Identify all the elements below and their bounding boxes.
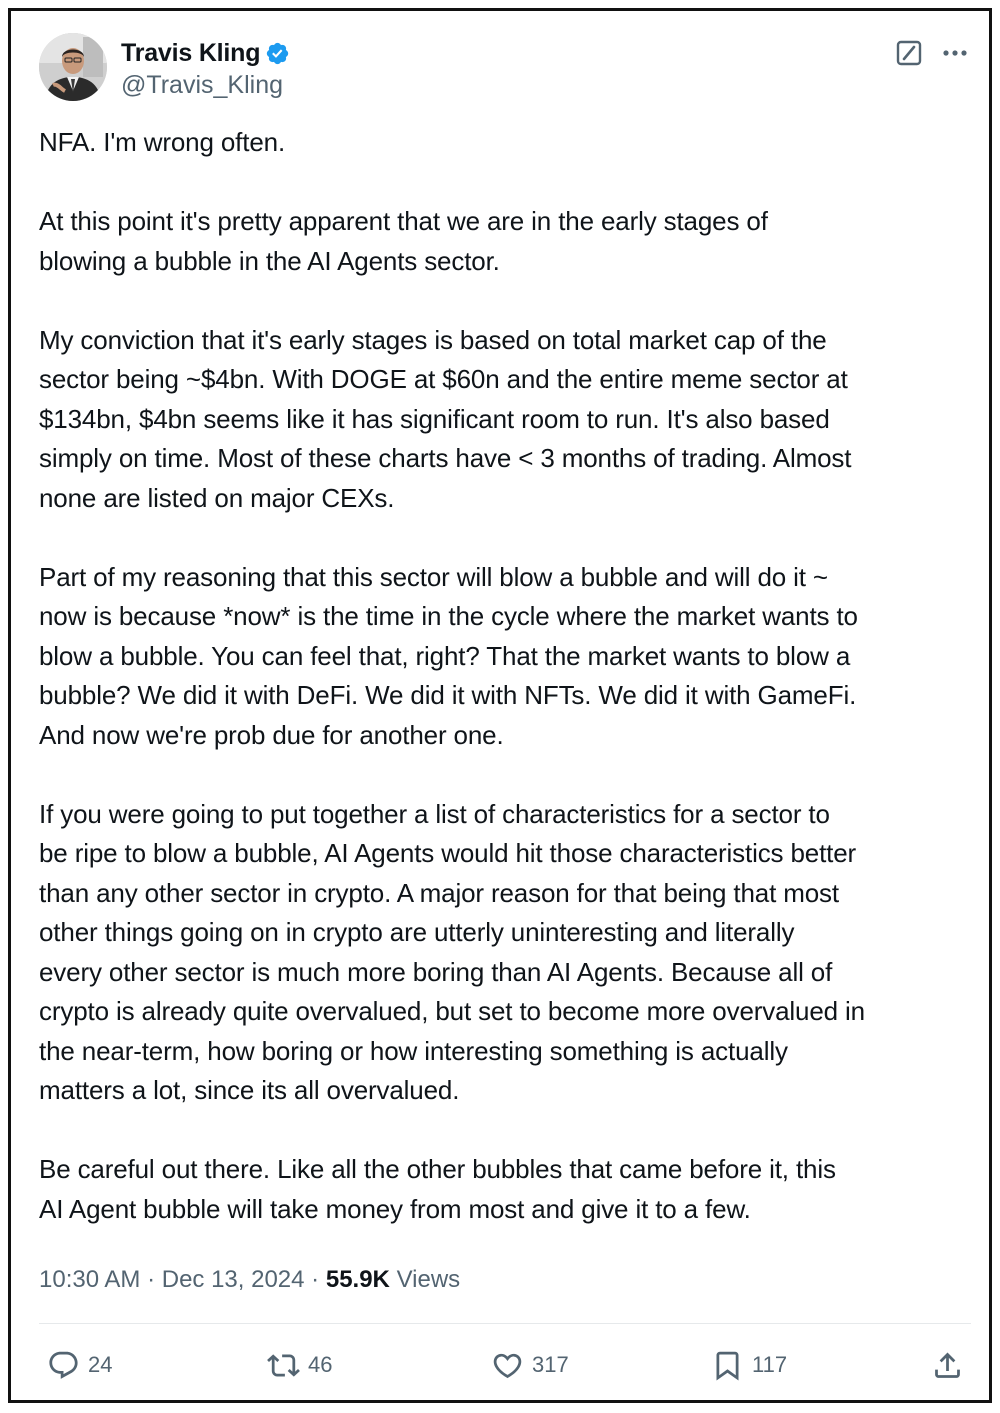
avatar-image	[39, 33, 107, 101]
meta-separator: ·	[304, 1266, 326, 1293]
author-names	[121, 37, 290, 100]
tweet-meta	[39, 1266, 460, 1294]
tweet-date[interactable]: Dec 13, 2024	[161, 1266, 305, 1293]
more-icon[interactable]	[941, 39, 969, 67]
tweet-card	[8, 8, 992, 1403]
tweet-header	[39, 33, 969, 105]
avatar[interactable]	[39, 33, 107, 101]
reply-count: 24	[88, 1352, 113, 1377]
tweet-paragraph: If you were going to put together a list of characteristics for a sector to be ripe to blow a bubble, AI Agents would hit those characteristics better than any other sector in crypto. A major reason for that being that most other things going on in crypto are utterly uninteresting and literally every other sector is much more boring than AI Agents. Because all of crypto is already quite overvalued, but set to become more overvalued in the near-term, how boring or how interesting something is actually matters a lot, since its all overvalued.	[39, 798, 865, 1105]
repost-count: 46	[308, 1352, 333, 1377]
reply-icon	[47, 1349, 80, 1382]
divider	[39, 1323, 971, 1324]
grok-icon[interactable]	[895, 39, 923, 67]
views-count: 55.9K	[325, 1266, 390, 1293]
bookmark-icon	[711, 1349, 744, 1382]
share-button[interactable]	[931, 1343, 964, 1387]
tweet-text	[39, 123, 979, 1229]
header-actions	[895, 39, 969, 67]
meta-separator: ·	[140, 1266, 162, 1293]
like-count: 317	[532, 1352, 569, 1377]
reply-button[interactable]	[47, 1343, 112, 1387]
tweet-paragraph: NFA. I'm wrong often.	[39, 127, 286, 157]
tweet-paragraph: My conviction that it's early stages is based on total market cap of the sector being ~$4bn. With DOGE at $60n and the entire meme sector at $134bn, $4bn seems like it has significant room to run. It's also based simply on time. Most of these charts have < 3 months of trading. Almost none are listed on major CEXs.	[39, 324, 852, 513]
bookmark-button[interactable]	[711, 1343, 787, 1387]
share-icon	[931, 1349, 964, 1382]
tweet-paragraph: Part of my reasoning that this sector will blow a bubble and will do it ~ now is because *now* is the time in the cycle where the market wants to blow a bubble. You can feel that, right? That the market wants to blow a bubble? We did it with DeFi. We did it with NFTs. We did it with GameFi. And now we're prob due for another one.	[39, 561, 858, 750]
bookmark-count: 117	[752, 1352, 788, 1377]
verified-badge-icon[interactable]	[265, 41, 290, 66]
repost-button[interactable]	[267, 1343, 332, 1387]
tweet-paragraph: Be careful out there. Like all the other bubbles that came before it, this AI Agent bubble will take money from most and give it to a few.	[39, 1154, 836, 1224]
like-button[interactable]	[491, 1343, 569, 1387]
tweet-paragraph: At this point it's pretty apparent that we are in the early stages of blowing a bubble in the AI Agents sector.	[39, 206, 768, 276]
display-name-row	[121, 37, 290, 69]
heart-icon	[491, 1349, 524, 1382]
author-handle[interactable]: @Travis_Kling	[121, 71, 283, 99]
views-label: Views	[396, 1266, 461, 1293]
tweet-time[interactable]: 10:30 AM	[39, 1266, 141, 1293]
action-bar	[39, 1343, 971, 1387]
retweet-icon	[267, 1349, 300, 1382]
display-name[interactable]: Travis Kling	[121, 38, 261, 67]
